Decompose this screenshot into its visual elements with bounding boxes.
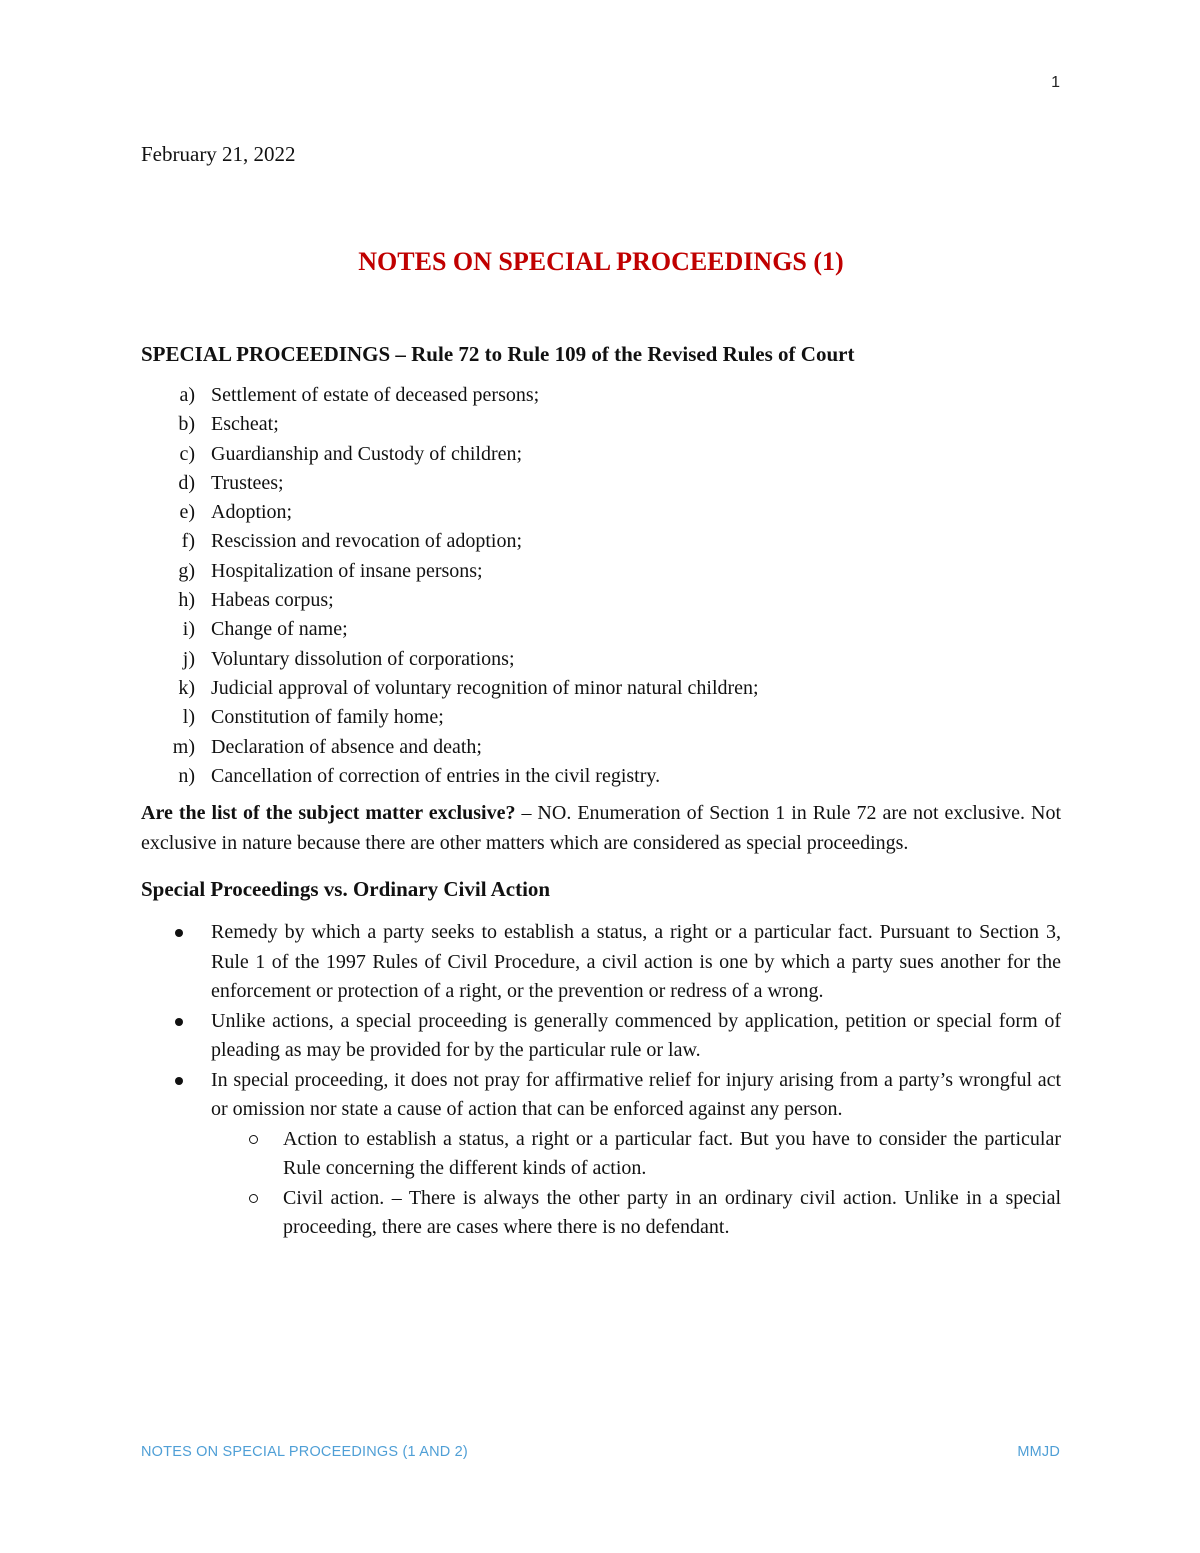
list-item-text: Judicial approval of voluntary recognition of minor natural children; bbox=[211, 676, 759, 699]
list-marker: k) bbox=[178, 676, 195, 699]
list-item bbox=[141, 557, 1061, 586]
sub-list-item-text: Civil action. – There is always the other party in an ordinary civil action. Unlike in a special proceeding, there are cases where there is no defendant. bbox=[283, 1186, 1061, 1239]
list-item bbox=[141, 703, 1061, 732]
document-title: NOTES ON SPECIAL PROCEEDINGS (1) bbox=[358, 247, 844, 276]
list-marker: e) bbox=[179, 501, 195, 524]
subject-matter-list bbox=[141, 381, 1061, 791]
list-item-text: Cancellation of correction of entries in the civil registry. bbox=[211, 764, 661, 787]
list-item bbox=[141, 586, 1061, 615]
list-item bbox=[141, 615, 1061, 644]
list-item-text: Settlement of estate of deceased persons; bbox=[211, 384, 540, 406]
list-item-text: Adoption; bbox=[211, 501, 293, 524]
list-item-text: Rescission and revocation of adoption; bbox=[211, 530, 523, 553]
footer-title: NOTES ON SPECIAL PROCEEDINGS (1 AND 2) bbox=[141, 1444, 468, 1460]
list-item-text: Guardianship and Custody of children; bbox=[211, 442, 523, 465]
circle-bullet-icon bbox=[249, 1135, 258, 1144]
list-marker: a) bbox=[179, 384, 195, 406]
list-marker: m) bbox=[172, 735, 195, 758]
page-number: 1 bbox=[1051, 74, 1060, 91]
bullet-icon bbox=[175, 929, 183, 937]
list-item bbox=[141, 1066, 1061, 1243]
list-marker: h) bbox=[178, 589, 195, 612]
list-item-text: Unlike actions, a special proceeding is generally commenced by application, petition or special form of pleading as may be provided for by the particular rule or law. bbox=[211, 1009, 1061, 1062]
list-item bbox=[141, 645, 1061, 674]
list-marker: i) bbox=[182, 618, 195, 641]
list-marker: l) bbox=[182, 706, 195, 729]
list-item bbox=[141, 469, 1061, 498]
list-marker: f) bbox=[181, 530, 195, 553]
list-marker: n) bbox=[178, 764, 195, 787]
comparison-sublist bbox=[211, 1125, 1061, 1243]
exclusive-question: Are the list of the subject matter exclusive? bbox=[141, 802, 516, 825]
page-content bbox=[141, 138, 1061, 1243]
exclusive-question-paragraph bbox=[141, 799, 1061, 858]
list-item bbox=[141, 762, 1061, 791]
comparison-heading: Special Proceedings vs. Ordinary Civil Action bbox=[141, 877, 551, 902]
list-item-text: Escheat; bbox=[211, 413, 279, 436]
list-item bbox=[141, 527, 1061, 556]
sub-list-item-text: Action to establish a status, a right or a particular fact. But you have to consider the particular Rule concerning the different kinds of action. bbox=[283, 1127, 1061, 1180]
list-item bbox=[141, 1007, 1061, 1066]
list-item bbox=[141, 674, 1061, 703]
list-marker: g) bbox=[178, 559, 195, 582]
circle-bullet-icon bbox=[249, 1194, 258, 1203]
sub-list-item bbox=[211, 1125, 1061, 1184]
list-marker: c) bbox=[179, 442, 195, 465]
list-item-text: Remedy by which a party seeks to establish a status, a right or a particular fact. Pursuant to Section 3, Rule 1 of the 1997 Rules of Civil Procedure, a civil action is one by which a party sues another for the enforcement or protection of a right, or the prevention or redress of a wrong. bbox=[211, 921, 1061, 1003]
sub-list-item bbox=[211, 1184, 1061, 1243]
list-item-text: Voluntary dissolution of corporations; bbox=[211, 647, 515, 670]
list-item-text: Habeas corpus; bbox=[211, 589, 334, 612]
list-item bbox=[141, 918, 1061, 1007]
bullet-icon bbox=[175, 1018, 183, 1026]
section-heading: SPECIAL PROCEEDINGS – Rule 72 to Rule 109 of the Revised Rules of Court bbox=[141, 342, 855, 366]
footer-initials: MMJD bbox=[1017, 1444, 1060, 1460]
list-marker: d) bbox=[178, 471, 195, 494]
list-item bbox=[141, 733, 1061, 762]
list-item bbox=[141, 381, 1061, 410]
list-marker: j) bbox=[182, 647, 195, 670]
list-item bbox=[141, 410, 1061, 439]
comparison-list bbox=[141, 918, 1061, 1243]
list-item-text: Constitution of family home; bbox=[211, 706, 444, 729]
document-date: February 21, 2022 bbox=[141, 142, 296, 166]
list-item-text: Declaration of absence and death; bbox=[211, 735, 482, 758]
list-item-text: Hospitalization of insane persons; bbox=[211, 559, 483, 582]
list-item-text: In special proceeding, it does not pray for affirmative relief for injury arising from a party’s wrongful act or omission nor state a cause of action that can be enforced against any person. bbox=[211, 1068, 1061, 1121]
list-item bbox=[141, 498, 1061, 527]
list-item bbox=[141, 440, 1061, 469]
list-marker: b) bbox=[178, 413, 195, 436]
bullet-icon bbox=[175, 1077, 183, 1085]
list-item-text: Change of name; bbox=[211, 618, 348, 641]
list-item-text: Trustees; bbox=[211, 471, 284, 494]
exclusive-answer: – NO. Enumeration of Section 1 in Rule 72 are not exclusive. Not exclusive in nature because there are other matters which are considered as special proceedings. bbox=[141, 802, 1062, 854]
